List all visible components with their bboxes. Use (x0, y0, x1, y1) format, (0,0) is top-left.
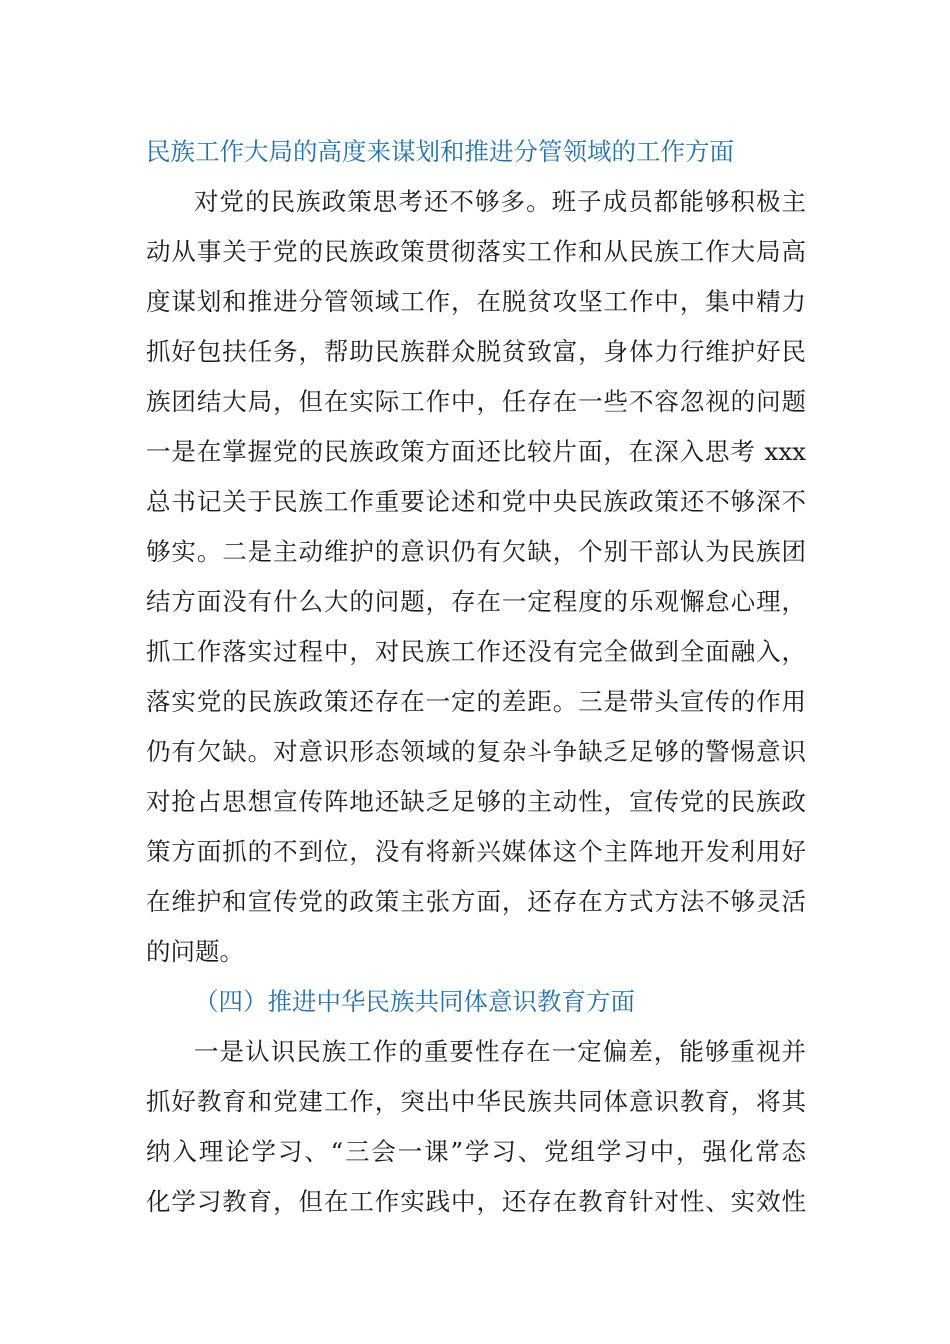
paragraph1-line: 的问题。 (146, 937, 244, 966)
paragraph1-line: 仍有欠缺。对意识形态领域的复杂斗争缺乏足够的警惕意识 (146, 737, 806, 766)
paragraph1-line: 对抢占思想宣传阵地还缺乏足够的主动性，宣传党的民族政 (146, 787, 806, 816)
paragraph1-line: 抓好包扶任务，帮助民族群众脱贫致富，身体力行维护好民 (146, 337, 806, 366)
paragraph1-line: 结方面没有什么大的问题，存在一定程度的乐观懈怠心理， (146, 587, 806, 616)
heading-continuation: 民族工作大局的高度来谋划和推进分管领域的工作方面 (146, 137, 734, 166)
paragraph2-line: 纳入理论学习、“三会一课”学习、党组学习中，强化常态 (146, 1137, 806, 1166)
paragraph2-line: 抓好教育和党建工作，突出中华民族共同体意识教育，将其 (146, 1087, 806, 1116)
paragraph1-line: 一是在掌握党的民族政策方面还比较片面，在深入思考 xxx (146, 437, 806, 466)
paragraph1-line: 抓工作落实过程中，对民族工作还没有完全做到全面融入， (146, 637, 806, 666)
section4-heading: （四）推进中华民族共同体意识教育方面 (194, 987, 635, 1016)
paragraph1-line: 总书记关于民族工作重要论述和党中央民族政策还不够深不 (146, 487, 806, 516)
paragraph2-line: 化学习教育，但在工作实践中，还存在教育针对性、实效性 (146, 1187, 806, 1216)
paragraph1-line: 动从事关于党的民族政策贯彻落实工作和从民族工作大局高 (146, 237, 806, 266)
paragraph1-line: 落实党的民族政策还存在一定的差距。三是带头宣传的作用 (146, 687, 806, 716)
paragraph1-line: 对党的民族政策思考还不够多。班子成员都能够积极主 (194, 187, 806, 216)
paragraph1-line: 策方面抓的不到位，没有将新兴媒体这个主阵地开发利用好 (146, 837, 806, 866)
paragraph1-line: 度谋划和推进分管领域工作，在脱贫攻坚工作中，集中精力 (146, 287, 806, 316)
paragraph2-line: 一是认识民族工作的重要性存在一定偏差，能够重视并 (194, 1037, 806, 1066)
paragraph1-line: 在维护和宣传党的政策主张方面，还存在方式方法不够灵活 (146, 887, 806, 916)
paragraph1-line: 够实。二是主动维护的意识仍有欠缺，个别干部认为民族团 (146, 537, 806, 566)
paragraph1-line: 族团结大局，但在实际工作中，任存在一些不容忽视的问题 (146, 387, 806, 416)
